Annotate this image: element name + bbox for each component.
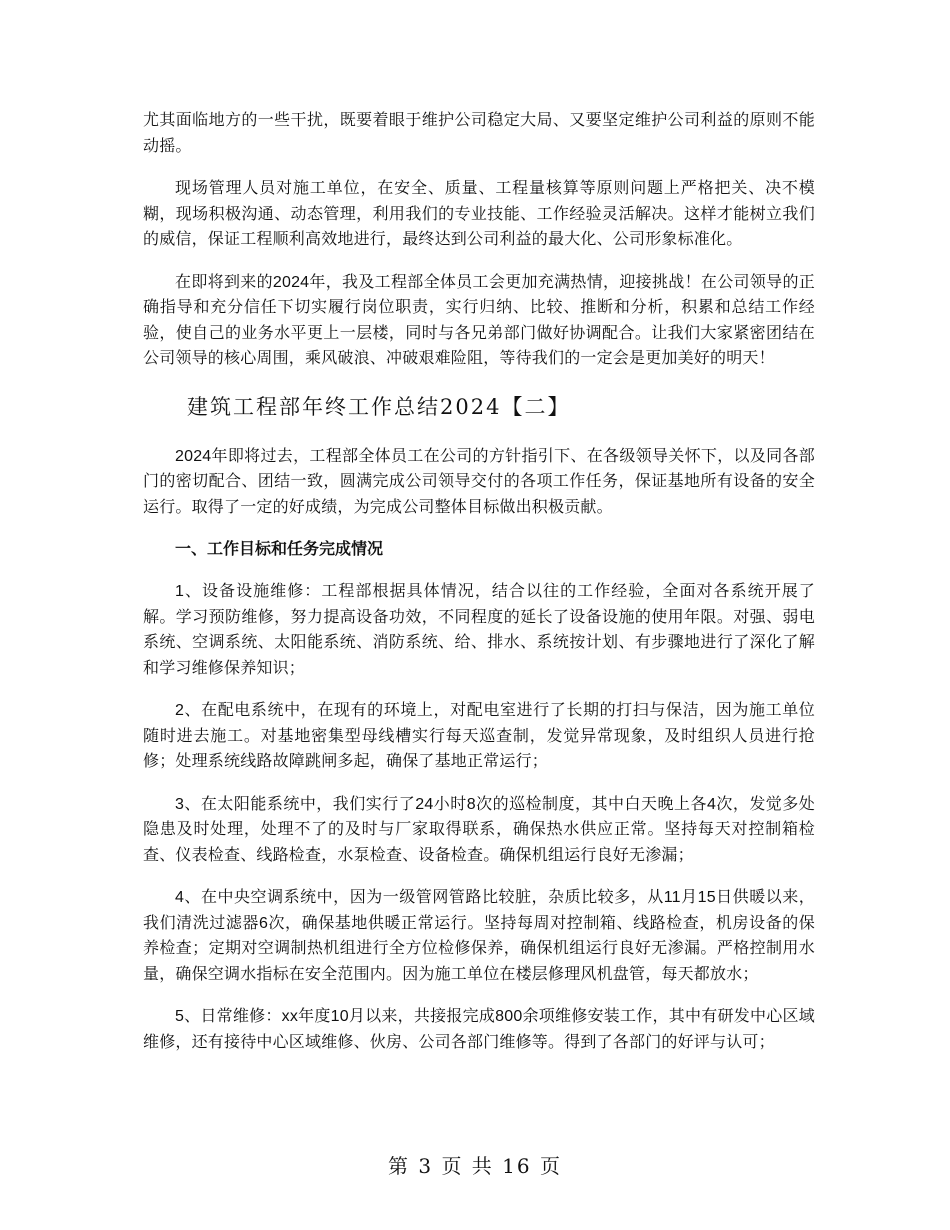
document-body — [143, 108, 815, 1055]
list-item: 3、在太阳能系统中，我们实行了24小时8次的巡检制度，其中白天晚上各4次，发觉多处隐患及时处理，处理不了的及时与厂家取得联系，确保热水供应正常。坚持每天对控制箱检查、仪表检查、线路检查，水泵检查、设备检查。确保机组运行良好无渗漏； — [143, 795, 815, 864]
section-title: 建筑工程部年终工作总结2024【二】 — [187, 394, 571, 419]
list-item: 5、日常维修：xx年度10月以来，共接报完成800余项维修安装工作，其中有研发中心区域维修，还有接待中心区域维修、伙房、公司各部门维修等。得到了各部门的好评与认可； — [143, 1008, 815, 1051]
list-item: 4、在中央空调系统中，因为一级管网管路比较脏，杂质比较多，从11月15日供暖以来，我们清洗过滤器6次，确保基地供暖正常运行。坚持每周对控制箱、线路检查，机房设备的保养检查；定期对空调制热机组进行全方位检修保养，确保机组运行良好无渗漏。严格控制用水量，确保空调水指标在安全范围内。因为施工单位在楼层修理风机盘管，每天都放水； — [143, 889, 815, 983]
page-number-footer: 第 3 页 共 16 页 — [388, 1154, 562, 1178]
section-heading: 一、工作目标和任务完成情况 — [175, 541, 384, 558]
list-item: 2、在配电系统中，在现有的环境上，对配电室进行了长期的打扫与保洁，因为施工单位随时进去施工。对基地密集型母线槽实行每天巡查制，发觉异常现象，及时组织人员进行抢修；处理系统线路故障跳闸多起，确保了基地正常运行； — [143, 702, 815, 770]
paragraph-intro: 2024年即将过去，工程部全体员工在公司的方针指引下、在各级领导关怀下，以及同各部门的密切配合、团结一致，圆满完成公司领导交付的各项工作任务，保证基地所有设备的安全运行。取得了一定的好成绩，为完成公司整体目标做出积极贡献。 — [143, 447, 815, 516]
paragraph-outlook-2024: 在即将到来的2024年，我及工程部全体员工会更加充满热情，迎接挑战！在公司领导的正确指导和充分信任下切实履行岗位职责，实行归纳、比较、推断和分析，积累和总结工作经验，使自己的业务水平更上一层楼，同时与各兄弟部门做好协调配合。让我们大家紧密团结在公司领导的核心周围，乘风破浪、冲破艰难险阻，等待我们的一定会是更加美好的明天！ — [143, 273, 815, 367]
paragraph-site-management: 现场管理人员对施工单位，在安全、质量、工程量核算等原则问题上严格把关、决不模糊，现场积极沟通、动态管理，利用我们的专业技能、工作经验灵活解决。这样才能树立我们的威信，保证工程顺利高效地进行，最终达到公司利益的最大化、公司形象标准化。 — [143, 180, 815, 248]
list-item: 1、设备设施维修：工程部根据具体情况，结合以往的工作经验，全面对各系统开展了解。学习预防维修，努力提高设备功效，不同程度的延长了设备设施的使用年限。对强、弱电系统、空调系统、太阳能系统、消防系统、给、排水、系统按计划、有步骤地进行了深化了解和学习维修保养知识； — [143, 583, 815, 677]
paragraph-continued: 尤其面临地方的一些干扰，既要着眼于维护公司稳定大局、又要坚定维护公司利益的原则不能动摇。 — [143, 112, 815, 155]
